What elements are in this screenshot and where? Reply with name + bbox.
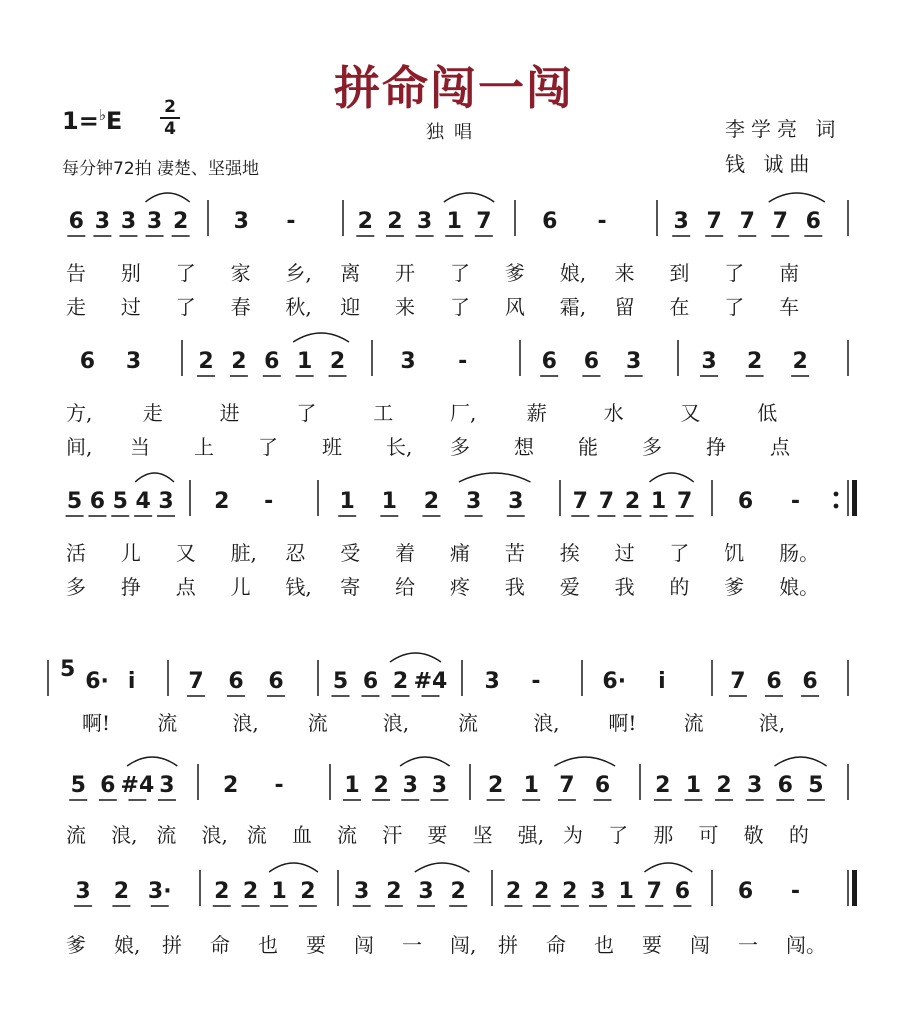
note: 7: [188, 669, 204, 694]
note: 2: [792, 349, 808, 374]
repeat-dot: [834, 504, 839, 509]
lyric-char: 进: [219, 401, 240, 425]
lyric-char: 当: [130, 435, 150, 459]
note: 1: [381, 489, 397, 514]
note: 3: [125, 349, 142, 374]
lyric-char: 爱: [559, 575, 580, 599]
lyric-char: 了: [175, 295, 196, 319]
note: 2: [242, 879, 259, 904]
note: 6: [594, 773, 611, 798]
lyric-char: 告: [66, 261, 86, 285]
lyric-char: 挣: [706, 435, 726, 459]
note: 2: [172, 209, 189, 234]
note: 6: [737, 879, 754, 904]
slur: [775, 757, 827, 766]
lyric-char: 点: [770, 435, 790, 459]
lyric-char: 水: [603, 401, 624, 425]
note: 3: [431, 773, 448, 798]
lyric-char: 了: [175, 261, 196, 285]
note: 3·: [147, 879, 172, 904]
lyric-char: 又: [680, 401, 701, 425]
composer-credit: 钱 诚曲: [725, 152, 816, 176]
lyric-char: 家: [230, 261, 251, 285]
lyric-char: 儿: [120, 541, 141, 565]
lyric-char: 苦: [504, 541, 525, 565]
lyric-char: 工: [373, 401, 394, 425]
lyric-char: 强,: [517, 823, 545, 847]
lyric-char: 过: [614, 541, 635, 565]
lyric-char: 开: [395, 261, 416, 285]
lyric-char: 了: [669, 541, 690, 565]
note: 7: [598, 489, 615, 514]
slur: [649, 473, 693, 482]
lyric-char: 闯: [354, 933, 374, 957]
lyric-char: 流: [66, 823, 86, 847]
note: 3: [75, 879, 91, 904]
lyric-char: 命: [210, 933, 230, 957]
lyric-char: 了: [724, 261, 745, 285]
lyric-char: 那: [653, 823, 674, 847]
slur: [554, 757, 615, 766]
lyric-char: 忍: [285, 541, 306, 565]
lyric-char: 坚: [472, 823, 493, 847]
slur: [769, 193, 825, 202]
note: 7: [730, 669, 746, 694]
note: 7: [572, 489, 588, 514]
slur: [644, 863, 692, 872]
lyric-char: 流: [156, 823, 177, 847]
lyric-char: 流: [307, 711, 328, 735]
lyric-char: 长,: [386, 435, 413, 459]
slur: [127, 757, 177, 766]
lyric-char: 啊!: [82, 711, 111, 735]
lyric-char: 儿: [230, 575, 251, 599]
lyric-char: 给: [395, 575, 416, 599]
note: 7: [559, 773, 575, 798]
lyric-char: 了: [450, 261, 470, 285]
lyric-char: 闯: [690, 933, 710, 957]
note: 3: [590, 879, 606, 904]
note: 1: [685, 773, 702, 798]
lyric-char: 班: [322, 435, 342, 459]
note: i: [658, 669, 666, 694]
note: 6: [100, 773, 116, 798]
note: 3: [416, 209, 433, 234]
note: #4: [413, 669, 448, 694]
slur: [444, 193, 494, 202]
lyric-char: 走: [142, 401, 163, 425]
note: -: [286, 209, 296, 234]
lyric-char: 一: [738, 933, 758, 957]
repeat-dot: [834, 492, 839, 497]
lyric-char: 也: [594, 933, 614, 957]
note: i: [127, 669, 136, 694]
lyric-char: 间,: [66, 435, 93, 459]
lyric-char: 要: [306, 933, 326, 957]
note: 2: [392, 669, 409, 694]
note: 3: [158, 489, 174, 514]
lyric-char: 霜,: [559, 295, 587, 319]
note: 2: [222, 773, 239, 798]
lyric-char: 浪,: [758, 711, 786, 735]
lyric-char: 上: [194, 435, 214, 459]
note: -: [531, 669, 541, 694]
note: 6: [802, 669, 818, 694]
lyric-char: 厂,: [450, 401, 477, 425]
note: 3: [159, 773, 175, 798]
lyric-char: 点: [175, 575, 196, 599]
lyric-char: 闯。: [786, 933, 826, 957]
lyric-char: 到: [669, 261, 690, 285]
lyricist-credit: 李学亮 词: [725, 117, 842, 141]
note: 1: [618, 879, 634, 904]
note: 3: [120, 209, 137, 234]
note: 2: [562, 879, 578, 904]
lyric-char: 受: [340, 541, 361, 565]
slur: [415, 863, 470, 872]
note: 3: [484, 669, 500, 694]
lyric-char: 多: [450, 435, 470, 459]
time-signature: 2 4: [160, 98, 180, 138]
note: 2: [624, 489, 641, 514]
lyric-char: 血: [291, 823, 312, 847]
key-signature: 1=♭E: [62, 106, 123, 135]
lyric-char: 过: [120, 295, 141, 319]
note: 6·: [85, 669, 109, 694]
lyric-char: 车: [779, 295, 800, 319]
lyric-char: 娘,: [114, 933, 141, 957]
note: 4: [135, 489, 151, 514]
note: 3: [746, 773, 763, 798]
note: 2: [329, 349, 346, 374]
lyric-char: 来: [395, 295, 416, 319]
lyric-char: 在: [669, 295, 690, 319]
note: 3: [673, 209, 689, 234]
performance-type: 独唱: [426, 122, 482, 143]
lyric-char: 春: [230, 295, 251, 319]
note: 1: [650, 489, 667, 514]
note: 2: [300, 879, 316, 904]
note: 7: [646, 879, 662, 904]
note: 2: [231, 349, 247, 374]
lyric-char: 风: [504, 295, 525, 319]
lyric-char: 了: [450, 295, 470, 319]
note: 2: [533, 879, 550, 904]
lyric-char: 的: [669, 575, 690, 599]
lyric-char: 为: [562, 823, 583, 847]
lyric-char: 多: [642, 435, 662, 459]
note: 6: [228, 669, 244, 694]
note: 2: [214, 879, 230, 904]
lyric-char: 来: [614, 261, 635, 285]
lyric-char: 挨: [559, 541, 580, 565]
lyric-char: 流: [157, 711, 178, 735]
lyric-char: 薪: [526, 401, 547, 425]
lyric-char: 命: [546, 933, 566, 957]
note: 3: [465, 489, 482, 514]
note: 2: [746, 349, 763, 374]
note: 3: [146, 209, 163, 234]
note: 5: [332, 669, 349, 694]
lyric-char: 流: [246, 823, 267, 847]
lyric-char: 要: [642, 933, 662, 957]
lyric-char: 钱,: [285, 575, 312, 599]
lyric-char: 我: [614, 575, 635, 599]
note: 1: [523, 773, 539, 798]
note: 6: [268, 669, 284, 694]
note: 2: [357, 209, 373, 234]
note: 6: [362, 669, 379, 694]
lyric-char: 留: [614, 295, 635, 319]
lyric-char: 离: [340, 261, 361, 285]
note: 2: [505, 879, 522, 904]
note: 2: [716, 773, 732, 798]
lyric-char: 又: [175, 541, 196, 565]
lyric-char: 浪,: [111, 823, 138, 847]
tempo-marking: 每分钟72拍 凄楚、坚强地: [62, 159, 260, 179]
slur: [135, 473, 174, 482]
note: 6: [89, 489, 106, 514]
lyric-char: 了: [258, 435, 278, 459]
lyric-char: 方,: [66, 401, 93, 425]
lyric-char: 乡,: [285, 261, 312, 285]
lyric-char: 了: [296, 401, 317, 425]
note: 2: [113, 879, 130, 904]
lyric-char: 饥: [724, 541, 745, 565]
lyric-char: 脏,: [230, 541, 257, 565]
note: 2: [198, 349, 214, 374]
lyric-char: 迎: [340, 295, 361, 319]
note: -: [790, 879, 801, 904]
note: 1: [339, 489, 355, 514]
note: 3: [400, 349, 416, 374]
note: 3: [402, 773, 418, 798]
note: 6: [68, 209, 84, 234]
note: 6·: [602, 669, 627, 694]
note: 2: [386, 879, 402, 904]
lyric-char: 娘,: [559, 261, 587, 285]
lyric-char: 我: [504, 575, 525, 599]
lyric-char: 挣: [120, 575, 141, 599]
lyric-char: 疼: [450, 575, 470, 599]
note: -: [264, 489, 274, 514]
note: 6: [542, 209, 558, 234]
lyric-char: 活: [66, 541, 86, 565]
note: 7: [706, 209, 722, 234]
lyric-char: 秋,: [285, 295, 312, 319]
lyric-char: 啊!: [608, 711, 637, 735]
note: 7: [739, 209, 755, 234]
note: 7: [772, 209, 788, 234]
lyric-char: 寄: [340, 575, 361, 599]
note: 1: [296, 349, 313, 374]
lyric-char: 爹: [66, 933, 86, 957]
note: 3: [233, 209, 249, 234]
note: 6: [777, 773, 793, 798]
final-barline: [852, 480, 857, 516]
lyric-char: 流: [458, 711, 478, 735]
note: 6: [79, 349, 96, 374]
lyric-char: 拼: [162, 933, 182, 957]
lyric-char: 浪,: [232, 711, 259, 735]
note: 3: [508, 489, 524, 514]
note: 5: [66, 489, 83, 514]
lyric-char: 流: [337, 823, 358, 847]
lyric-char: 也: [258, 933, 278, 957]
note: 5: [70, 773, 86, 798]
lyric-char: 要: [427, 823, 448, 847]
slur: [400, 757, 450, 766]
final-barline: [852, 870, 857, 906]
note: 1: [344, 773, 360, 798]
lyric-char: 闯,: [450, 933, 477, 957]
slur: [459, 473, 531, 482]
note: 2: [655, 773, 671, 798]
lyric-char: 的: [788, 823, 809, 847]
note: 2: [423, 489, 440, 514]
note: -: [790, 489, 801, 514]
note: 6: [737, 489, 754, 514]
note: 7: [476, 209, 492, 234]
note: 3: [94, 209, 111, 234]
lyric-char: 了: [724, 295, 745, 319]
note: 6: [766, 669, 782, 694]
lyric-char: 了: [608, 823, 629, 847]
note: 3: [626, 349, 642, 374]
lyric-char: 敬: [743, 823, 764, 847]
note: 3: [418, 879, 434, 904]
note: 2: [487, 773, 504, 798]
grace-note: 5: [60, 657, 76, 682]
slur: [293, 333, 349, 342]
note: 5: [112, 489, 128, 514]
lyric-char: 可: [698, 823, 719, 847]
note: 3: [701, 349, 717, 374]
lyric-char: 低: [757, 401, 778, 425]
note: 2: [450, 879, 466, 904]
note: 6: [541, 349, 557, 374]
slur: [269, 863, 318, 872]
lyric-char: 想: [514, 435, 534, 459]
note: 6: [674, 879, 691, 904]
lyric-char: 多: [66, 575, 86, 599]
note: 3: [354, 879, 370, 904]
lyric-char: 汗: [382, 823, 403, 847]
song-title: 拼命闯一闯: [334, 61, 574, 115]
lyric-char: 浪,: [533, 711, 560, 735]
lyric-char: 流: [683, 711, 704, 735]
lyric-char: 拼: [498, 933, 518, 957]
lyric-char: 走: [66, 295, 86, 319]
note: 1: [271, 879, 287, 904]
note: 1: [446, 209, 462, 234]
lyric-char: 娘。: [779, 575, 820, 599]
note: 6: [583, 349, 600, 374]
note: 2: [214, 489, 230, 514]
lyric-char: 爹: [504, 261, 525, 285]
note: -: [458, 349, 468, 374]
slur: [145, 193, 189, 202]
note: 2: [373, 773, 389, 798]
lyric-char: 肠。: [779, 541, 820, 565]
lyric-char: 浪,: [201, 823, 228, 847]
lyric-char: 浪,: [382, 711, 410, 735]
note: 5: [808, 773, 824, 798]
lyric-char: 能: [578, 435, 598, 459]
lyric-char: 一: [402, 933, 422, 957]
note: -: [274, 773, 284, 798]
lyric-char: 别: [120, 261, 141, 285]
note: 2: [387, 209, 403, 234]
slur: [390, 653, 441, 662]
lyric-char: 南: [779, 261, 800, 285]
lyric-char: 着: [395, 541, 416, 565]
lyric-char: 爹: [724, 575, 745, 599]
note: 6: [805, 209, 821, 234]
lyric-char: 痛: [450, 541, 470, 565]
note: #4: [120, 773, 155, 798]
note: -: [597, 209, 607, 234]
note: 6: [264, 349, 280, 374]
note: 7: [676, 489, 693, 514]
